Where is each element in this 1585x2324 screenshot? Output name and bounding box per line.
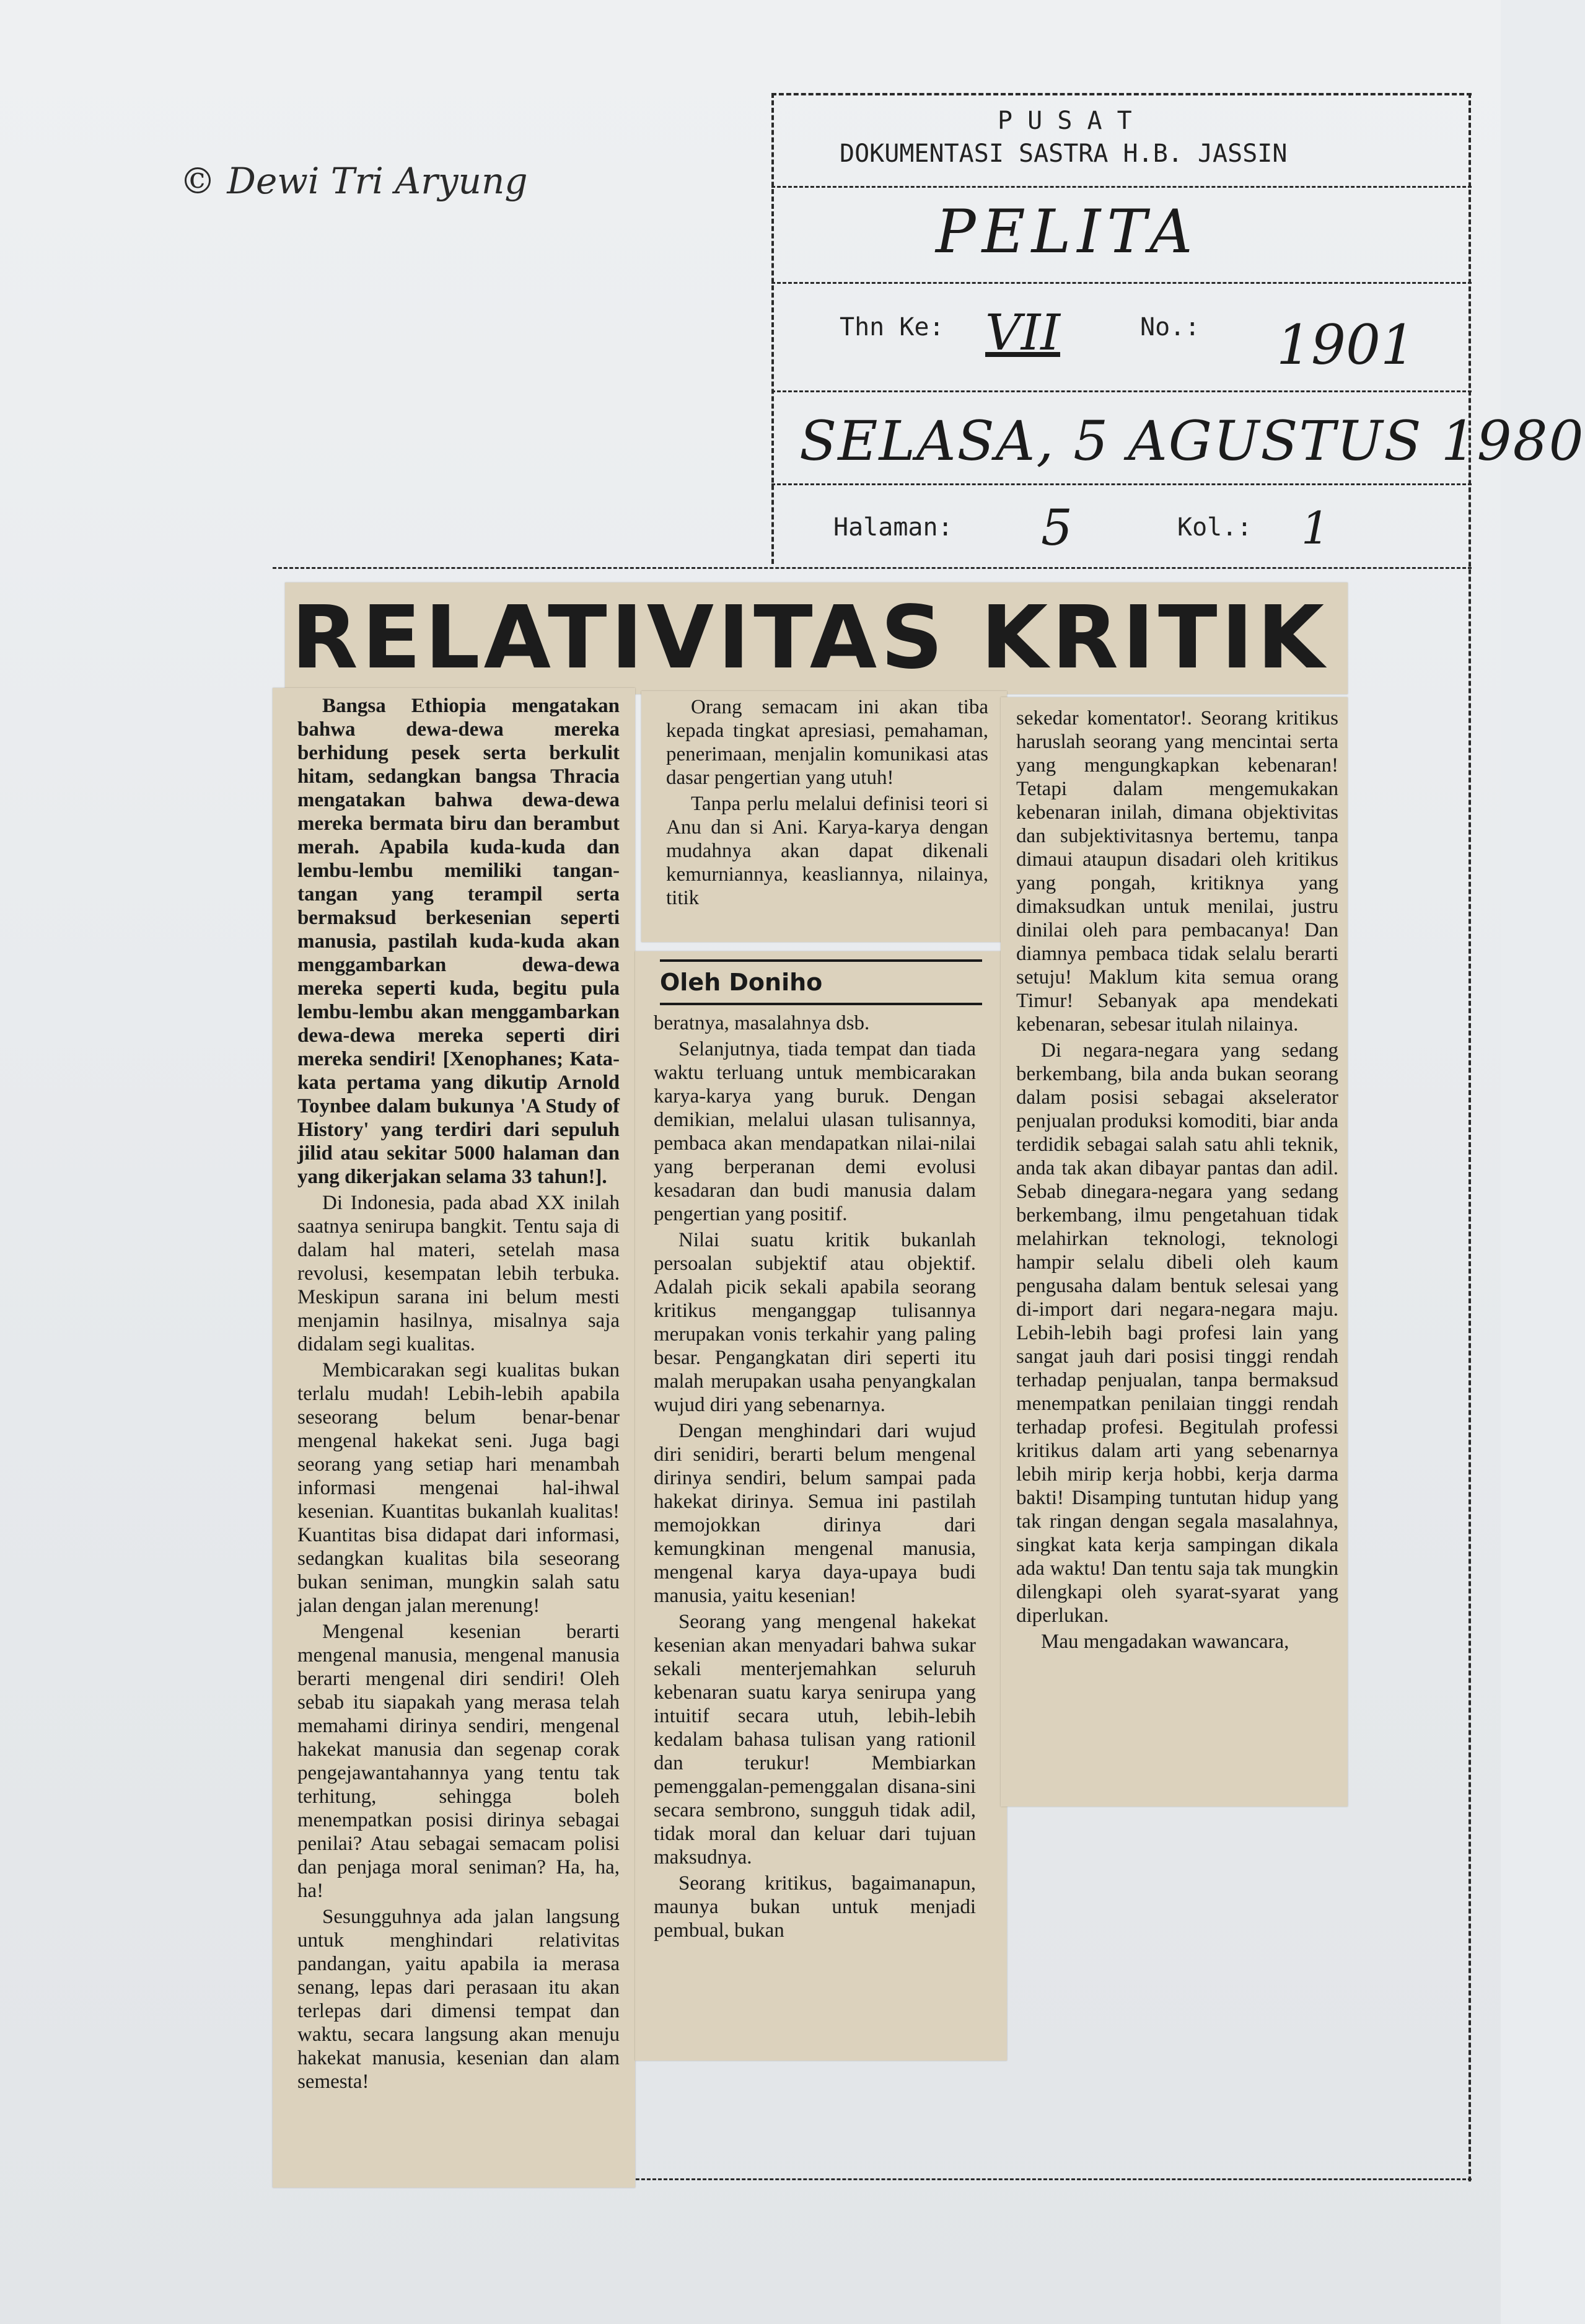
column-1-paragraph: Mengenal kesenian berarti mengenal manusia, mengenal manusia berarti mengenal diri sendiri! Oleh sebab itu siapakah yang merasa telah memahami dirinya sendiri, mengenal hakekat manusia dan segenap corak pengejawantahannya yang tentu tak terhitung, sehingga boleh menempatkan posisi dirinya sebagai penilai? Atau sebagai semacam polisi dan penjaga moral seniman? Ha, ha, ha!	[297, 1621, 620, 1902]
column-3-paragraph: Mau mengadakan wawancara,	[1041, 1631, 1289, 1653]
column-2-paragraph: beratnya, masalahnya dsb.	[654, 1012, 870, 1034]
stamp-newspaper: PELITA	[936, 197, 1199, 266]
stamp-kol-value: 1	[1301, 502, 1330, 554]
column-2-paragraph: Dengan menghindari dari wujud diri senidiri, berarti belum mengenal dirinya sendiri, belum sampai pada hakekat dirinya. Semua ini pastilah memojokkan dirinya dari kemungkinan mengenal manusia, mengenal karya daya-upaya budi manusia, yaitu kesenian!	[654, 1420, 976, 1607]
stamp-date: SELASA, 5 AGUSTUS 1980	[799, 409, 1585, 473]
column-3-paragraph: sekedar komentator!. Seorang kritikus haruslah seorang yang mencintai serta yang mengungkapkan kebenaran! Tetapi dalam mengemukakan kebenaran inilah, dimana objektivitas dan subjektivitasnya bertemu, tanpa dimaui ataupun disadari oleh kritikus yang pongah, kritiknya yang dimaksudkan untuk menilai, justru dinilai oleh para pembacanya! Dan diamnya pembaca tidak selalu berarti setuju! Maklum kita semua orang Timur! Sebanyak apa mendekati kebenaran, sebesar itulah nilainya.	[1016, 707, 1338, 1036]
column-1-paragraph: Membicarakan segi kualitas bukan terlalu mudah! Lebih-lebih apabila seseorang belum benar-benar mengenal hakekat seni. Juga bagi seorang yang setiap hari menambah informasi mengenai hal-ihwal kesenian. Kuantitas bukanlah kualitas! Kuantitas bisa didapat dari informasi, sedangkan kualitas bila seseorang bukan seniman, mungkin salah satu jalan dengan jalan merenung!	[297, 1359, 620, 1617]
stamp-no-value: 1901	[1276, 313, 1415, 377]
column-3-paragraph: Di negara-negara yang sedang berkembang, bila anda bukan seorang dalam posisi sebagai akselerator penjualan produksi komoditi, biar anda terdidik sebagai salah satu ahli teknik, anda tak akan dibayar pantas dan adil. Sebab dinegara-negara yang sedang berkembang, ilmu pengetahuan tidak melahirkan teknologi, teknologi hampir selalu dibeli oleh kaum pengusaha dalam bentuk selesai yang di-import dari negara-negara maju. Lebih-lebih bagi profesi lain yang sangat jauh dari posisi tinggi rendah terhadap penjualan, tanpa bermaksud menempatkan penilaian tinggi rendah terhadap profesi. Begitulah professi kritikus dalam arti yang sebenarnya lebih mirip kerja hobbi, kerja darma bakti! Disamping tuntutan hidup yang tak ringan dengan segala masalahnya, singkat kata kerja sampingan dikala ada waktu! Dan tentu saja tak mungkin dilengkapi oleh syarat-syarat yang diperlukan.	[1016, 1039, 1338, 1627]
stamp-kol-label: Kol.:	[1177, 513, 1252, 542]
handwritten-annotation: © Dewi Tri Aryung	[180, 160, 528, 202]
stamp-divider-4	[771, 483, 1472, 485]
stamp-divider-3	[771, 390, 1472, 392]
article-title: RELATIVITAS KRITIK	[291, 588, 1328, 689]
stamp-border-left	[771, 93, 774, 564]
article-column-2-top	[666, 695, 988, 937]
stamp-divider-1	[771, 186, 1472, 188]
stamp-halaman-value: 5	[1041, 499, 1073, 557]
column-1-paragraph: Bangsa Ethiopia mengatakan bahwa dewa-dewa mereka berhidung pesek serta berkulit hitam, sedangkan bangsa Thracia mengatakan bahwa dewa-dewa mereka bermata biru dan berambut merah. Apabila kuda-kuda dan lembu-lembu memiliki tangan-tangan yang terampil serta bermaksud berkesenian seperti manusia, pastilah kuda-kuda akan menggambarkan dewa-dewa mereka seperti kuda, begitu pula lembu-lembu akan menggambarkan dewa-dewa mereka seperti diri mereka sendiri! [Xenophanes; Kata-kata pertama yang dikutip Arnold Toynbee dalam bukunya 'A Study of History' yang terdiri dari sepuluh jilid atau sekitar 5000 halaman dan yang dikerjakan selama 33 tahun!].	[297, 695, 620, 1188]
sheet-border-top	[273, 567, 1472, 569]
column-1-paragraph: Sesungguhnya ada jalan langsung untuk menghindari relativitas pandangan, yaitu apabila ia merasa senang, lepas dari perasaan itu akan terlepas dari dimensi tempat dan waktu, secara langsung akan menuju hakekat manusia, kesenian dan alam semesta!	[297, 1906, 620, 2093]
stamp-thn-value: VII	[985, 304, 1060, 361]
stamp-divider-2	[771, 282, 1472, 284]
column-2-paragraph: Tanpa perlu melalui definisi teori si Anu dan si Ani. Karya-karya dengan mudahnya akan dapat dikenali kemurniannya, keasliannya, nilainya, titik	[666, 793, 988, 909]
stamp-no-label: No.:	[1140, 313, 1200, 341]
stamp-border-right	[1469, 93, 1471, 2181]
article-byline: Oleh Doniho	[660, 969, 823, 996]
article-column-3	[1016, 706, 1338, 1803]
column-2-paragraph: Selanjutnya, tiada tempat dan tiada waktu terluang untuk membicarakan karya-karya yang buruk. Dengan demikian, melalui ulasan tulisannya, pembaca akan mendapatkan nilai-nilai yang berperanan demi evolusi kesadaran dan budi manusia dalam pengertian yang positif.	[654, 1038, 976, 1225]
stamp-pusat: P U S A T	[998, 107, 1132, 135]
article-column-2-bottom	[654, 1011, 976, 2053]
column-2-paragraph: Seorang yang mengenal hakekat kesenian akan menyadari bahwa sukar sekali menterjemahkan seluruh kebenaran suatu karya senirupa yang intuitif secara utuh, lebih-lebih kedalam bahasa tulisan yang rationil dan terukur! Membiarkan pemenggalan-pemenggalan disana-sini secara sembrono, sungguh tidak adil, tidak moral dan keluar dari tujuan maksudnya.	[654, 1611, 976, 1868]
column-2-paragraph: Seorang kritikus, bagaimanapun, maunya bukan untuk menjadi pembual, bukan	[654, 1872, 976, 1942]
byline-rule	[660, 959, 982, 962]
column-1-paragraph: Di Indonesia, pada abad XX inilah saatnya senirupa bangkit. Tentu saja di dalam hal materi, setelah masa revolusi, kesempatan lebih terbuka. Meskipun sarana ini belum mesti menjamin hasilnya, misalnya saja didalam segi kualitas.	[297, 1192, 620, 1355]
column-2-paragraph: Orang semacam ini akan tiba kepada tingkat apresiasi, pemahaman, penerimaan, menjalin komunikasi atas dasar pengertian yang utuh!	[666, 696, 988, 789]
stamp-org: DOKUMENTASI SASTRA H.B. JASSIN	[840, 139, 1288, 168]
stamp-border-top	[771, 93, 1472, 95]
stamp-halaman-label: Halaman:	[833, 513, 953, 542]
article-column-1	[297, 694, 620, 2181]
byline-rule-bottom	[660, 1003, 982, 1005]
column-2-paragraph: Nilai suatu kritik bukanlah persoalan subjektif atau objektif. Adalah picik sekali apabila seorang kritikus menganggap tulisannya merupakan vonis terkahir yang paling besar. Pengangkatan diri seperti itu malah merupakan usaha penyangkalan wujud diri yang sebenarnya.	[654, 1229, 976, 1416]
stamp-thn-label: Thn Ke:	[840, 313, 944, 341]
